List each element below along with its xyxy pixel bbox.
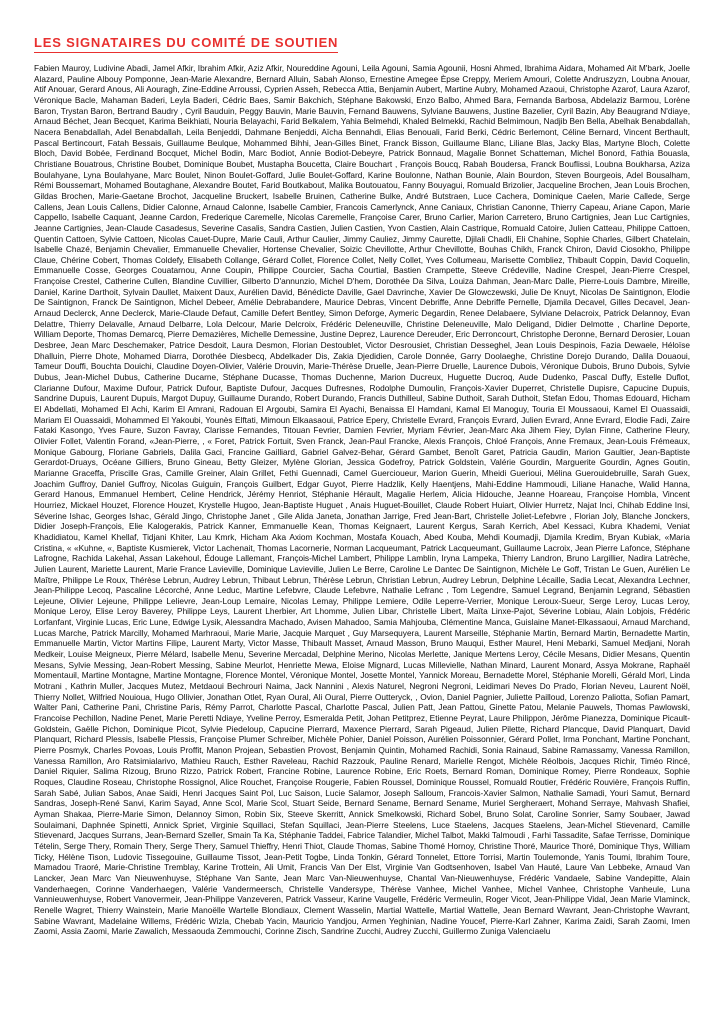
section-title: LES SIGNATAIRES DU COMITÉ DE SOUTIEN [34,35,338,53]
signatories-list: Fabien Mauroy, Ludivine Abadi, Jamel Afkir, Ibrahim Afkir, Aziz Afkir, Noureddine Agouni, Leila Agouni, Samia Agounii, Hosni Ahmed, Ibrahima Aidara, Mohamed Ait M'bark, Joelle Alazard, Pauline Albouy Pomponne, Jean-Marie Alexandre, Bernard Alluin, Sabah Alonso, Ernestine Amegee Èpse Creppy, Meriem Amouri, Colette Andruszyzn, Loubna Anouar, Atif Anouar, Gerard Anous, Ali Aouragh, Zine-Eddine Arroussi, Cyprien Asseh, Rebecca Attia, Benjamin Aubert, Martine Aubry, Mohamed Azaoui, Christophe Azarof, Laura Azarof, Véronique Bacle, Mahaman Baderi, Leyla Baderi, Cédric Baes, Samir Bakchich, Stéphane Bakowski, Enzo Balbo, Ahmed Bara, Fernanda Barbosa, Abdelaziz Barmou, Lorène Baron, Trystan Baron, Bertrand Baudry , Cyril Bauduin, Peggy Bauvin, Marie Bauvin, Fernand Bauwens, Sylviane Bauwens, Justine Bazelier, Cyril Bazin, Aby Beaugrand N'diaye, Arnaud Béchet, Jean Becquet, Karima Beikhiati, Nouria Belayachi, Farid Belkalem, Yahia Belmehdi, Khaled Belmekki, Rachid Belmimoun, Nadjib Ben Bella, Abelhak Benabdallah, Nacera Benabdallah, Adel Benabdallah, Leila Benjeddi, Dahmane Benjeddi, Aïcha Bennahdi, Elias Benouali, Farid Berki, Cédric Berlemont, Céline Bernard, Vincent Berthault, Pascal Bertincourt, Fatah Bessais, Guillaume Beulque, Mohammed Bihhi, Jean-Gilles Binet, Franck Bisson, Guillaume Blanc, Liliane Blas, Jacky Blas, Martyne Bloch, Colette Bloch, David Bobée, Ferdinand Bocquet, Michel Bodin, Marc Bodiot, Annie Bodiot-Debeyre, Patrick Bonnaud, Magalie Bonnet Schatteman, Michel Bonord, Fathia Bouasla, Christiane Bouatrous, Christine Boubet, Dominique Boubet, Mustapha Boucetta, Claire Bouchart , François Boucq, Rabah Boudersa, Franck Bouflissi, Loubna Boukharsa, Aziza Boulahyane, Lyna Boulahyane, Marc Boulet, Ninon Boulet-Goffard, Julie Boulet-Goffard, Karine Boulonne, Nathan Bounie, Alain Bourdon, Steven Bourgeois, Adel Bousalham, Rémi Boussemart, Mohamed Boutaghane, Alexandre Boutet, Farid Boutkabout, Malika Boutouatou, Fanny Bouyagui, Romuald Brizolier, Jacqueline Brochen, Jean Louis Brochen, Gildas Brochen, Marie-Gaetane Brochot, Jacqueline Bruckert, Isabelle Bruinen, Catherine Bulke, André Butstraen, Luce Cachera, Dominique Caelen, Marie Callede, Serge Callens, Jean Louis Callens, Didier Calonne, Arnaud Calonne, Isabelle Cambier, Francois Camerlynck, Anne Caniaux, Christian Canonne, Thierry Capeau, Ariane Capon, Marie Cappello, Isabelle Caquant, Jeanne Cardon, Frederique Caremelle, Nicolas Caremelle, Françoise Carer, Bruno Carlier, Marion Carretero, Bruno Cartignies, Jean Luc Cartignies, Jeanne Cartignies, Jean-Claude Casadesus, Severine Casalis, Sandra Castien, Julien Castien, Yvon Castien, Alain Castrique, Romuald Catoire, Julien Catteau, Philippe Cattoen, Quentin Cattoen, Sylvie Cattoen, Nicolas Cauet-Dupre, Marie Cauli, Arthur Caulier, Jimmy Cauliez, Jimmy Caurette, Djilali Chadli, Eli Chahine, Sophie Charles, Gilbert Chatelain, Isabelle Chazé, Benjamin Chevalier, Emmanuelle Chevalier, Hortense Chevalier, Soizic Chevillotte, Arthur Chevillotte, Bouhas Chikh, Franck Chiron, David Ciosokho, Philippe Claue, Chérine Cobert, Thomas Coldefy, Elisabeth Collange, Gérard Collet, Florence Collet, Nelly Collet, Yves Collumeau, Marisette Combliez, Thibault Coppin, David Coquelin, Emmanuelle Cosse, Georges Couatarnou, Anne Coupin, Philippe Courcier, Sacha Courtial, Bastien Crampette, Steeve Crédeville, Nadine Crespel, Jean-Pierre Crespel, Françoise Crestel, Catherine Cullen, Blandine Cuvillier, Gilberto D'annunzio, Michel D'hem, Dorothée Da Silva, Louiza Dahman, Jean-Marc Dalle, Pierre-Louis Dambre, Mireille, Daniel, Karine Darthoit, Sylvain Daullet, Maixent Daux, Aurélien David, Bénédicte Daville, Gael Davrinche, Xavier De Glowczewski, Julie De Knuyt, Nicolas De Saintignon, Elodie De Saintignon, Franck De Saintignon, Michel Debeer, Amélie Debrabandere, Maurice Debras, Vincent Debriffe, Anne Debriffe Pernelle, Djamila Decavel, Gilles Decavel, Jean-Arnaud Declerck, Anne Declerck, Marie-Claude Defaut, Camille Defert Bentley, Simon Deforge, Aymeric Degardin, Renee Delabaere, Sylviane Delacroix, Patrick Delannoy, Evan Delattre, Thierry Delavalle, Arnaud Delbarre, Lola Delcour, Marie Delcroix, Frédéric Deleneuville, Christine Deleneuville, Malo Deligand, Didier Delmotte , Charline Deporte, William Deporte, Thomas Demarcq, Pierre Demazières, Michelle Demessine, Justine Deprez, Laurence Dereuder, Eric Derroncourt, Christophe Deronne, Bernard Derosier, Louan Desbree, Jean Marc Deschemaker, Patrice Desdoit, Laura Desmon, Florian Destoublet, Victor Desrousiet, Christian Desseghel, Jean Louis Despinois, Fazia Dewaele, Héloïse Dhalluin, Pierre Dhote, Mohamed Diarra, Dorothée Diesbecq, Abdelkader Dis, Zakia Djedidien, Carole Donnée, Garry Doolaeghe, Christine Dorejo Durando, Dalila Douaoui, Tameur Douffi, Bouchta Douichi, Claudine Doyen-Olivier, Valérie Drouvin, Marie-Thérèse Druelle, Jean-Pierre Druelle, Laurence Dubois, Véronique Dubois, Bruno Dubois, Sylvie Dubus, Jean-Michel Dubus, Catherine Ducarne, Stéphane Ducasse, Thomas Duchenne, Marion Ducreux, Huguette Ducroq, Aude Dudenko, Pascal Duffy, Estelle Duflot, Clarianne Dufour, Maxime Dufour, Patrick Dufour, Baptiste Dufour, Jacques Dufresnes, Rodolphe Dumoulin, François-Xavier Duperret, Christelle Dupisre, Capucine Dupuis, Sandrine Dupuis, Laurent Dupuis, Margot Dupuy, Guillaume Durando, Robert Durando, Francis Duthilleul, Sabine Duthoit, Sarah Duthoit, Stefan Edou, Thomas Edouard, Hicham El Abdellati, Mohamed El Achi, Karim El Amrani, Radouan El Argoubi, Samira El Ayachi, Benaissa El Hamdani, Kamal El Manoguy, Touria El Moussaoui, Kamel El Ouassaidi, Mariam El Ouassaidi, Mohammed El Yakoubi, Younès Elftati, Mimoun Elkaasaoui, Patrice Epery, Christelle Evrard, François Evrard, Julien Evrard, Anne Evrard, Elodie Fadi, Zaire Fataki Kasongo, Yves Faure, Suzon Favray, Clarisse Fernandes, Titouan Fevrier, Damien Fevrier, Myriam Février, Jean-Marc Aka Jihem Fiey, Dylan Finne, Catherine Fleury, Olivier Follet, Valentin Forand, «Jean-Pierre, , « Foret, Patrick Fortuit, Sven Franck, Jean-Paul Francke, Alexis François, Chloé François, Anne Fremaux, Jean-Louis Frémeaux, Monique Gabourg, Floriane Gabriels, Dalila Gaci, Francine Gailliard, Gabriel Galvez-Behar, Gérard Gambet, Benoît Garet, Patricia Gaudin, Marion Gaultier, Jean-Baptiste Gerardot-Druays, Océane Gilliers, Bruno Gineau, Betty Gleizer, Mylène Glorian, Jessica Godefroy, Patrick Goldstein, Valérie Gourdin, Marguerite Gourdin, Agnes Goutin, Marianne Graceffa, Priscille Gras, Camille Greiner, Alain Grillet, Fethi Guennadi, Camel Guercioueur, Marion Guerin, Mheidi Guerioui, Mélina Guerouidebruille, Sarah Guex, Joachim Guffroy, Daniel Guffroy, Nicolas Guiguin, François Guilbert, Edgar Guyot, Pierre Hadzlik, Kelly Haentjens, Mahi-Eddine Hammoudi, Liliane Hanache, Walid Hanna, Gerard Hanous, Emmanuel Hembert, Celine Hendrick, Jérémy Henriot, Stéphanie Hérault, Magalie Herlem, Alicia Hidouche, Jeanne Hoareau, Françoise Hombla, Vincent Hourriez, Mickael Houzet, Florence Houzet, Krystelle Hugoo, Jean-Baptiste Huguet , Anais Huguet-Bouillet, Claude Robert Huiart, Olivier Hurretz, Najat Inci, Chihab Eddine Insi, Séverine Ishac, Georges Ishac, Gérald Jingo, Christophe Janet , Gile Alida Janeta, Jonathan Jarrige, Fred Jean-Bart, Christelle Joliet-Lefebvre , Florian Joly, Blanche Jonckers, Didier Joseph-François, Elie Kalogerakis, Patrick Kanner, Emmanuelle Kean, Thomas Keignaert, Laurent Kergus, Sarah Kerrich, Abel Kessaci, Kubra Khademi, Veniat Khadidiatou, Kamel Khellaf, Tidjani Khiter, Lau Kmrk, Hicham Aka Axiom Kochman, Mostafa Kouach, Abed Kouba, Mehdi Koumadji, Djamila Kredim, Bryan Kubiak, «Maria Cristina, « «Kuhne, «, Baptiste Kusmierek, Victor Lachenait, Thomas Lacornerie, Norman Lacqueumant, Patrick Lacqueumant, Guillaume Lacroix, Jean Pierre Lafonce, Stéphane Lafrogne, Rachida Lakehal, Assan Lakehoul, Édouge Lallemant, François-Michel Lambert, Philippe Lamblin, Iryna Lampeka, Thierry Landron, Bruno Largillier, Nadira Latrèche, Julien Laurent, Mariette Laurent, Marie France Lavieville, Dominique Lavieville, Julien Le Berre, Caroline Le Dantec De Saintignon, Michèle Le Goff, Tristan Le Guen, Aurélien Le Maître, Philippe Le Roux, Thérèse Lebrun, Audrey Lebrun, Thibaut Lebrun, Thérèse Lebrun, Christian Lebrun, Audrey Lebrun, Delphine Lécaille, Sadia Lecat, Alexandra Lechner, Jean-Philippe Lecoq, Pascaline Lécorché, Anne Leduc, Martine Lefebvre, Claude Lefebvre, Nathalie Lefranc , Tom Legendre, Samuel Legrand, Benjamin Legrand, Sébastien Lejeune, Olivier Lejeune, Philippe Lelievre, Jean-Loup Lemaire, Nicolas Lemay, Philippe Lemiere, Odile Leperre-Verrier, Monique Leroux-Sueur, Serge Leroy, Lucas Leroy, Monique Leroy, Elise Leroy Baverey, Philippe Leys, Laurent Lherbier, Art Lhomme, Julien Libar, Christelle Libert, Maïta Linxe-Pajot, Séverine Lobiau, Alain Lobjois, Frédéric Lorfanfant, Virginie Lucas, Eric Lune, Edwige Lysik, Alessandra Machado, Avisen Mahadoo, Samia Mahjouba, Clémentine Manca, Guislaine Manet-Elkassaoui, Arnaud Marchand, Lucas Marche, Patrick Marcilly, Mohamed Marhraoui, Marie Marie, Jacquie Marquet , Guy Marsequyera, Laurent Marseille, Stéphanie Martin, Bernard Martin, Bernadette Martin, Emmanuelle Martin, Victor Martins Filipe, Laurent Marty, Victor Masse, Thibault Masset, Arnaud Masson, Bruno Mauqui, Esther Maurel, Heni Mebarki, Samuel Medjani, Norah Medkeir, Louise Meigneux, Pierre Mélard, Isabelle Menu, Severine Mercadal, Delphine Merino, Nicolas Merlette, Janique Mertens Leroy, Cécile Mesans, Didier Mesans, Quentin Mesans, Sylvie Messing, Jean-Robert Messing, Sabine Meurlot, Henriette Mewa, Eloise Mignard, Lucas Millevielle, Nathan Minard, Laurent Monard, Assya Mokrane, Raphaël Momentauil, Martine Montagne, Martine Montagne, Florence Montel, Véronique Montel, Josette Montel, Yannick Moreau, Bernadette Morel, Stéphanie Morelli, Gérald Morl, Linda Motrani , Kathrin Muller, Jacques Mutez, Metdaoui Bechrouri Naima, Jack Nannini , Alexis Naturel, Negroni Negroni, Leidimari Neves Do Prado, Florian Neveu, Laurent Noël, Thierry Nollet, Wilfried Nouioua, Hugo Ollivier, Jonathan Otlet, Ryan Oural, Ali Oural, Pierre Outteryck, , Ovion, Daniel Pagnier, Juliette Pailloud, Lorenzo Paliotta, Sofian Pamart, Walter Pani, Catherine Pani, Christine Paris, Rémy Parrot, Charlotte Pascal, Charlotte Pascal, Julien Patt, Jean Pattou, Ginette Patou, Melanie Pauwels, Thomas Pawlowski, Francoise Pechillon, Nadine Penet, Marie Peretti Ndiaye, Yveline Perroy, Esmeralda Petit, Johan Petitprez, Etienne Peyrat, Laure Philippon, Jérôme Pianezza, Dominique Picault-Goldstein, Gaëlle Pichon, Dominique Picot, Sylvie Piedeloup, Capucine Pierrard, Maxence Pierrard, Sarah Pigeaud, Julien Pilette, Richard Plancque, David Planquart, David Planquart, Richard Plessis, Isabelle Plessis, Françoise Plumer Schreiber, Michèle Pohier, Daniel Poisson, Aurélien Poissonnier, Gérard Pollet, Irma Ponchant, Martine Ponchant, Pierre Posmyk, Charles Povoas, Louis Proffit, Manon Projean, Sebastien Provost, Benjamin Quintin, Mohamed Rachidi, Sonia Rainaud, Sabine Ramassamy, Vanessa Ramillon, Vanessa Ramillon, Aro Ratsimialarivo, Mathieu Rauch, Esther Raveleau, Rachid Razzouk, Pauline Renard, Marielle Rengot, Michèle Réolbois, Jacques Richir, Timéo Rincé, Daniel Riquier, Salima Rizoug, Bruno Rizzo, Patrick Robert, Francine Robine, Laurence Robine, Eric Roets, Bernard Roman, Dominique Romey, Pierre Rondeaux, Sophie Roques, Claudine Roseau, Christophe Rossignol, Alice Rouchet, Françoise Rougerie, Fabien Roussel, Dominique Roussel, Romuald Routier, Frédéric Rouvière, François Ruffin, Sarah Sabé, Julian Sabos, Anae Saidi, Henri Jacques Saint Pol, Luc Saison, Lucie Salamor, Joseph Salloum, Francois-Xavier Salmon, Nathalie Samadi, Youri Samut, Bernard Sandras, Joseph-René Sanvi, Karim Sayad, Anne Scol, Marie Scol, Stuart Seide, Bernard Sename, Bernard Sename, Muriel Sergheraert, Mohand Serraye, Mahvash Shafiei, Ayman Shakaa, Pierre-Marie Simon, Delannoy Simon, Robin Six, Steeve Skerritt, Annick Smelkowski, Richard Sobel, Bruno Solat, Caroline Sonrier, Samy Soubaer, Jawad Soulaimani, Daphnée Spinetti, Annick Spriet, Virginie Squillaci, Stefan Squillaci, Jean-Pierre Steelens, Luce Staelens, Jacques Staelens, Jean-Michel Stievenard, Camille Stievenard, Jacques Surrans, Jean-Bernard Szeller, Smain Ta Ka, Stéphanie Taddei, Fabrice Talandier, Michel Talbot, Makki Talmoudi , Farhi Tassadite, Safae Terrisse, Dominique Tételin, Serge Thery, Romain Thery, Serge Thery, Samuel Thieffry, Henri Thiot, Claude Thomas, Sabine Thomé Hornoy, Christine Thoré, Maurice Thoré, Dominique Thys, William Ticky, Hélène Tison, Ludovic Tissegouine, Guillaume Tissot, Jean-Petit Togbe, Linda Tonkin, Gérard Tonnelet, Ettore Torrisi, Martin Toulemonde, Yanis Toumi, Ibrahim Toure, Mamadou Traoré, Marie-Christine Tremblay, Karine Trottein, Ali Umit, Francis Van Der Elst, Virginie Van Godtsenhoven, Isabel Van Hauté, Laure Van Lebbeke, Arnaud Van Lancker, Jean Marc Van Nieuwenhuyse, Stéphane Van Sante, Jean Marc Van-Nieuwenhuyse, Chantal Van-Nieuwenhuyse, Frédéric Vandaele, Sabine Vandepitte, Alain Vanderhaegen, Corinne Vanderhaegen, Valérie Vandermeersch, Christelle Vandersype, Thérèse Vanhee, Michel Vanhee, Michel Vanhee, Christophe Vanheule, Luna Vannieuwenhuyse, Robert Vanovermeir, Jean-Philippe Vanzeveren, Patrick Vasseur, Karine Vaugelle, Frédéric Vermeulin, Roger Vicot, Jean-Philippe Vidal, Jean Marie Vlaminck, Renelle Wagret, Thierry Wainstein, Marie Manoëlle Wartelle Blondiaux, Clement Wasselin, Martial Wattelle, Martial Wattelle, Jean Bernard Wavrant, Jean-Christophe Wavrant, Sabine Wavrant, Madelaine Willems, Frédéric Wizla, Chebab Yacin, Mauricio Yandjou, Armen Yeghinian, Nadine Youcef, Pierre-Karl Zahner, Karima Zaidi, Sarah Zaomi, Imen Zaomi, Assia Zaomi, Marie Zawalich, Messaouda Zemmouchi, Corinne Zisch, Sandrine Zucchi, Audrey Zucchi, Guillermo Zuniga Valenciaelu [34,63,690,937]
